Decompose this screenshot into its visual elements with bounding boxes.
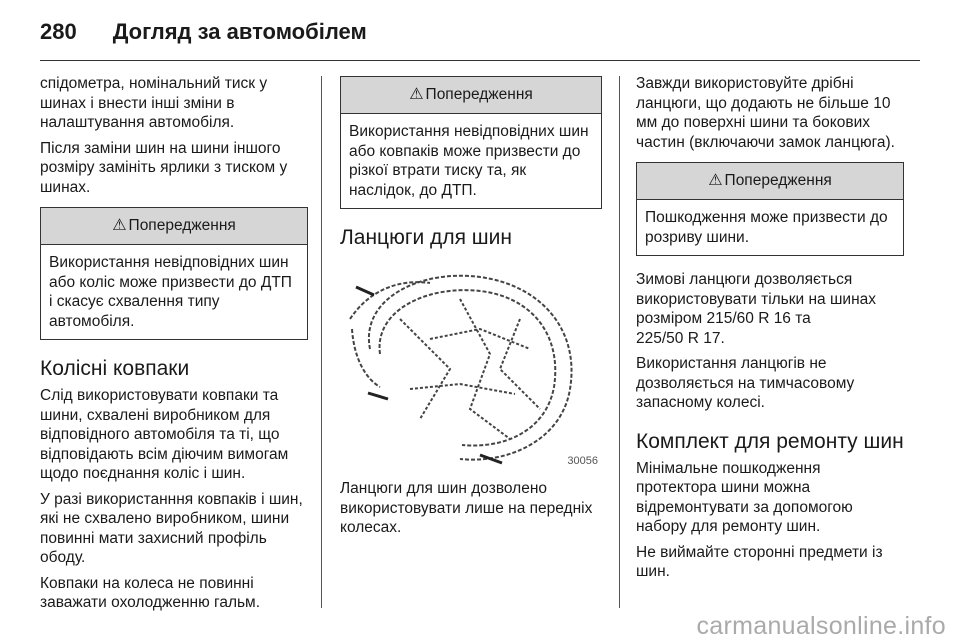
- paragraph: У разі використанння ковпаків і шин, які не схвалено виробником, шини повинні мати захисний профіль ободу.: [40, 490, 303, 566]
- warning-triangle-icon: ⚠: [708, 172, 723, 190]
- page-header: [40, 14, 367, 50]
- paragraph: Використання ланцюгів не дозволяється на тимчасовому запасному колесі.: [636, 355, 855, 411]
- paragraph: Зимові ланцюги дозволяється використовувати тільки на шинах розміром 215/60 R 16 та: [636, 271, 877, 327]
- section-heading: Колісні ковпаки: [40, 357, 190, 380]
- warning-header: [41, 208, 307, 245]
- paragraph: Після заміни шин на шини іншого розміру замініть ярлики з тиском у шинах.: [40, 139, 288, 196]
- paragraph: Слід використовувати ковпаки та шини, схвалені виробником для відповідного автомобіля та ті, що відповідають всім діючим вимогам щодо поєднання коліс і шин.: [40, 387, 289, 482]
- warning-header: [637, 163, 903, 200]
- watermark: carmanualsonline.info: [696, 612, 946, 640]
- warning-title: Попередження: [724, 172, 832, 190]
- column-divider-2: [619, 76, 620, 608]
- warning-box: [40, 207, 308, 340]
- footer: [0, 612, 960, 641]
- warning-title: Попередження: [128, 217, 236, 235]
- paragraph: спідометра, номінальний тиск у шинах і внести інші зміни в налаштування автомобіля.: [40, 75, 268, 131]
- paragraph: 225/50 R 17.: [636, 329, 725, 347]
- warning-title: Попередження: [425, 86, 533, 104]
- paragraph: Мінімальне пошкодження протектора шини можна відремонтувати за допомогою набору для ремонту шин.: [636, 459, 853, 535]
- figure-caption: Ланцюги для шин дозволено використовувати лише на передніх колесах.: [340, 480, 593, 536]
- paragraph: Ковпаки на колеса не повинні заважати охолодженню гальм.: [40, 574, 261, 611]
- column-2: [340, 74, 602, 544]
- column-3: [636, 74, 904, 588]
- warning-text: Використання невідповідних шин або коліс може призвести до ДТП і скасує схвалення типу автомобіля.: [49, 254, 292, 330]
- tire-chain-icon: [340, 259, 602, 473]
- section-heading: Ланцюги для шин: [340, 226, 512, 249]
- paragraph: Завжди використовуйте дрібні ланцюги, що додають не більше 10 мм до поверхні шини та бокових частин (включаючи замок ланцюга).: [636, 75, 895, 151]
- warning-triangle-icon: ⚠: [409, 86, 424, 104]
- tire-chain-illustration: [340, 259, 602, 473]
- warning-triangle-icon: ⚠: [112, 217, 127, 235]
- column-1: [40, 74, 308, 619]
- section-heading: Комплект для ремонту шин: [636, 429, 904, 453]
- column-divider-1: [321, 76, 322, 608]
- figure-number: 30056: [567, 454, 598, 467]
- paragraph: Не виймайте сторонні предмети із шин.: [636, 543, 883, 580]
- header-rule: [40, 60, 920, 61]
- page-title: Догляд за автомобілем: [112, 19, 367, 44]
- warning-box: [636, 162, 904, 256]
- page-number: 280: [40, 19, 77, 44]
- warning-header: [341, 77, 601, 114]
- warning-text: Пошкодження може призвести до розриву шини.: [645, 209, 888, 246]
- warning-box: [340, 76, 602, 209]
- warning-text: Використання невідповідних шин або ковпаків може призвести до різкої втрати тиску та, як наслідок, до ДТП.: [349, 123, 589, 199]
